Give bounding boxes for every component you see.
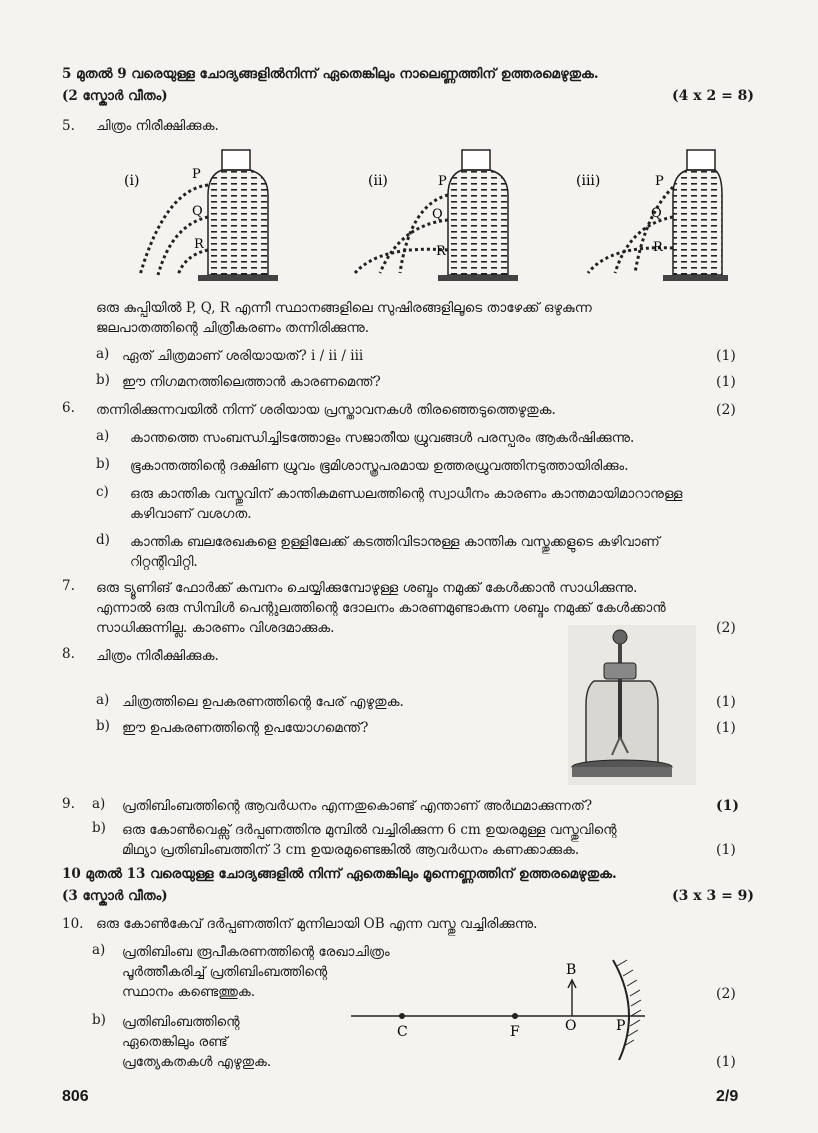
centre-point — [399, 1013, 405, 1019]
option-label: a) — [96, 428, 110, 444]
concave-mirror-diagram — [345, 950, 685, 1060]
question-number: 7. — [62, 578, 75, 594]
option-text: കഴിവാണ് വശഗത. — [130, 506, 252, 522]
bottle-iii — [576, 150, 728, 281]
label-B: B — [566, 962, 577, 978]
question-text: ഒരു ട്യൂണിങ് ഫോർക്ക് കമ്പനം ചെയ്യിക്കുമ്പോഴുള്ള ശബ്ദം നമുക്ക് കേൾക്കാൻ സാധിക്കുന്നു. — [96, 580, 638, 596]
subq-text: പ്രതിബിംബത്തിന്റെ ആവർധനം എന്നതുകൊണ്ട് എന്താണ് അർഥമാക്കുന്നത്? — [122, 798, 593, 814]
figure-description: ഒരു കുപ്പിയിൽ P, Q, R എന്നീ സ്ഥാനങ്ങളിലെ സുഷിരങ്ങളിലൂടെ താഴേക്ക് ഒഴുകുന്ന — [96, 300, 592, 316]
label-C: C — [397, 1024, 408, 1040]
subq-text: ഈ ഉപകരണത്തിന്റെ ഉപയോഗമെന്ത്? — [122, 720, 369, 736]
subq-text: സ്ഥാനം കണ്ടെത്തുക. — [122, 984, 256, 1000]
label-P: P — [192, 167, 201, 182]
subq-text: ഏത് ചിത്രമാണ് ശരിയായത്? i / ii / iii — [122, 348, 364, 364]
label-P: P — [655, 174, 664, 189]
question-number: 8. — [62, 646, 75, 662]
question-number: 5. — [62, 118, 75, 134]
question-text: ചിത്രം നിരീക്ഷിക്കുക. — [96, 648, 219, 664]
label-O: O — [565, 1018, 577, 1034]
marks: (1) — [716, 694, 736, 710]
section-total: (4 x 2 = 8) — [672, 88, 755, 104]
subq-label: b) — [92, 1012, 106, 1028]
subq-text: പൂർത്തീകരിച്ച് പ്രതിബിംബത്തിന്റെ — [122, 964, 328, 980]
marks: (2) — [716, 620, 736, 636]
subq-text: ഒരു കോൺവെക്സ് ദർപ്പണത്തിനു മുമ്പിൽ വച്ചിരിക്കുന്ന 6 cm ഉയരമുള്ള വസ്തുവിന്റെ — [122, 822, 617, 838]
paper-code: 806 — [62, 1088, 89, 1105]
subq-label: b) — [96, 372, 110, 388]
question-text: ചിത്രം നിരീക്ഷിക്കുക. — [96, 118, 219, 134]
subq-text: ഏതെങ്കിലും രണ്ട് — [122, 1034, 228, 1050]
question-number: 9. — [62, 796, 75, 812]
score-note: (3 സ്കോർ വീതം) — [62, 888, 168, 904]
question-number: 6. — [62, 400, 75, 416]
marks: (1) — [716, 374, 736, 390]
electroscope-image — [568, 625, 696, 785]
marks: (2) — [716, 402, 736, 418]
label-ii: (ii) — [368, 173, 388, 189]
label-P: P — [616, 1018, 626, 1034]
marks: (1) — [716, 798, 739, 814]
label-Q: Q — [432, 207, 443, 222]
bottle-i — [124, 150, 278, 281]
page-number: 2/9 — [716, 1088, 739, 1105]
label-F: F — [510, 1024, 520, 1040]
label-i: (i) — [124, 173, 140, 189]
option-text: കാന്തത്തെ സംബന്ധിച്ചിടത്തോളം സജാതീയ ധ്രുവങ്ങൾ പരസ്പരം ആകർഷിക്കുന്നു. — [130, 430, 635, 446]
subq-label: a) — [92, 796, 106, 812]
label-R: R — [194, 237, 204, 252]
marks: (1) — [716, 842, 736, 858]
label-Q: Q — [651, 206, 662, 221]
marks: (1) — [716, 720, 736, 736]
subq-label: a) — [92, 942, 106, 958]
label-iii: (iii) — [576, 173, 601, 189]
question-text: തന്നിരിക്കുന്നവയിൽ നിന്ന് ശരിയായ പ്രസ്താവനകൾ തിരഞ്ഞെടുത്തെഴുതുക. — [96, 402, 556, 418]
section-total: (3 x 3 = 9) — [672, 888, 755, 904]
label-R: R — [436, 244, 446, 259]
label-R: R — [653, 240, 663, 255]
subq-text: പ്രതിബിംബത്തിന്റെ — [122, 1014, 240, 1030]
label-P: P — [438, 174, 447, 189]
subq-label: a) — [96, 692, 110, 708]
option-text: കാന്തിക ബലരേഖകളെ ഉള്ളിലേക്ക് കടത്തിവിടാനുള്ള കാന്തിക വസ്തുക്കളുടെ കഴിവാണ് — [130, 534, 660, 550]
subq-label: b) — [96, 718, 110, 734]
marks: (1) — [716, 348, 736, 364]
label-Q: Q — [192, 204, 203, 219]
water-jet-figure — [110, 145, 730, 290]
figure-description: ജലപാതത്തിന്റെ ചിത്രീകരണം തന്നിരിക്കുന്നു. — [96, 320, 370, 336]
question-text: സാധിക്കുന്നില്ല. കാരണം വിശദമാക്കുക. — [96, 620, 335, 636]
option-label: b) — [96, 456, 110, 472]
marks: (1) — [716, 1054, 736, 1070]
option-text: ഭൂകാന്തത്തിന്റെ ദക്ഷിണ ധ്രുവം ഭൂമിശാസ്ത്രപരമായ ഉത്തരധ്രുവത്തിനടുത്തായിരിക്കും. — [130, 458, 629, 474]
subq-text: പ്രതിബിംബ രൂപീകരണത്തിന്റെ രേഖാചിത്രം — [122, 944, 390, 960]
option-text: ഒരു കാന്തിക വസ്തുവിന് കാന്തികമണ്ഡലത്തിന്റെ സ്വാധീനം കാരണം കാന്തമായിമാറാനുള്ള — [130, 486, 683, 502]
question-text: എന്നാൽ ഒരു സിമ്പിൾ പെന്റുലത്തിന്റെ ദോലനം കാരണമുണ്ടാകുന്ന ശബ്ദം നമുക്ക് കേൾക്കാൻ — [96, 600, 666, 616]
section-instruction: 5 മുതൽ 9 വരെയുള്ള ചോദ്യങ്ങളിൽനിന്ന് ഏതെങ്കിലും നാലെണ്ണത്തിന് ഉത്തരമെഴുതുക. — [62, 66, 599, 82]
question-text: ഒരു കോൺകേവ് ദർപ്പണത്തിന് മുന്നിലായി OB എന്ന വസ്തു വച്ചിരിക്കുന്നു. — [96, 916, 538, 932]
subq-text: ഈ നിഗമനത്തിലെത്താൻ കാരണമെന്ത്? — [122, 374, 381, 390]
subq-label: b) — [92, 820, 106, 836]
subq-text: മിഥ്യാ പ്രതിബിംബത്തിന് 3 cm ഉയരമുണ്ടെങ്കിൽ ആവർധനം കണക്കാക്കുക. — [122, 842, 580, 858]
marks: (2) — [716, 986, 736, 1002]
subq-label: a) — [96, 346, 110, 362]
bottle-ii — [355, 150, 518, 281]
option-label: c) — [96, 484, 109, 500]
option-label: d) — [96, 532, 110, 548]
focus-point — [512, 1013, 518, 1019]
option-text: റിറ്റന്റിവിറ്റി. — [130, 554, 198, 570]
subq-text: ചിത്രത്തിലെ ഉപകരണത്തിന്റെ പേര് എഴുതുക. — [122, 694, 404, 710]
subq-text: പ്രത്യേകതകൾ എഴുതുക. — [122, 1054, 272, 1070]
section-instruction: 10 മുതൽ 13 വരെയുള്ള ചോദ്യങ്ങളിൽ നിന്ന് ഏതെങ്കിലും മൂന്നെണ്ണത്തിന് ഉത്തരമെഴുതുക. — [62, 866, 617, 882]
score-note: (2 സ്കോർ വീതം) — [62, 88, 168, 104]
question-number: 10. — [62, 916, 84, 932]
